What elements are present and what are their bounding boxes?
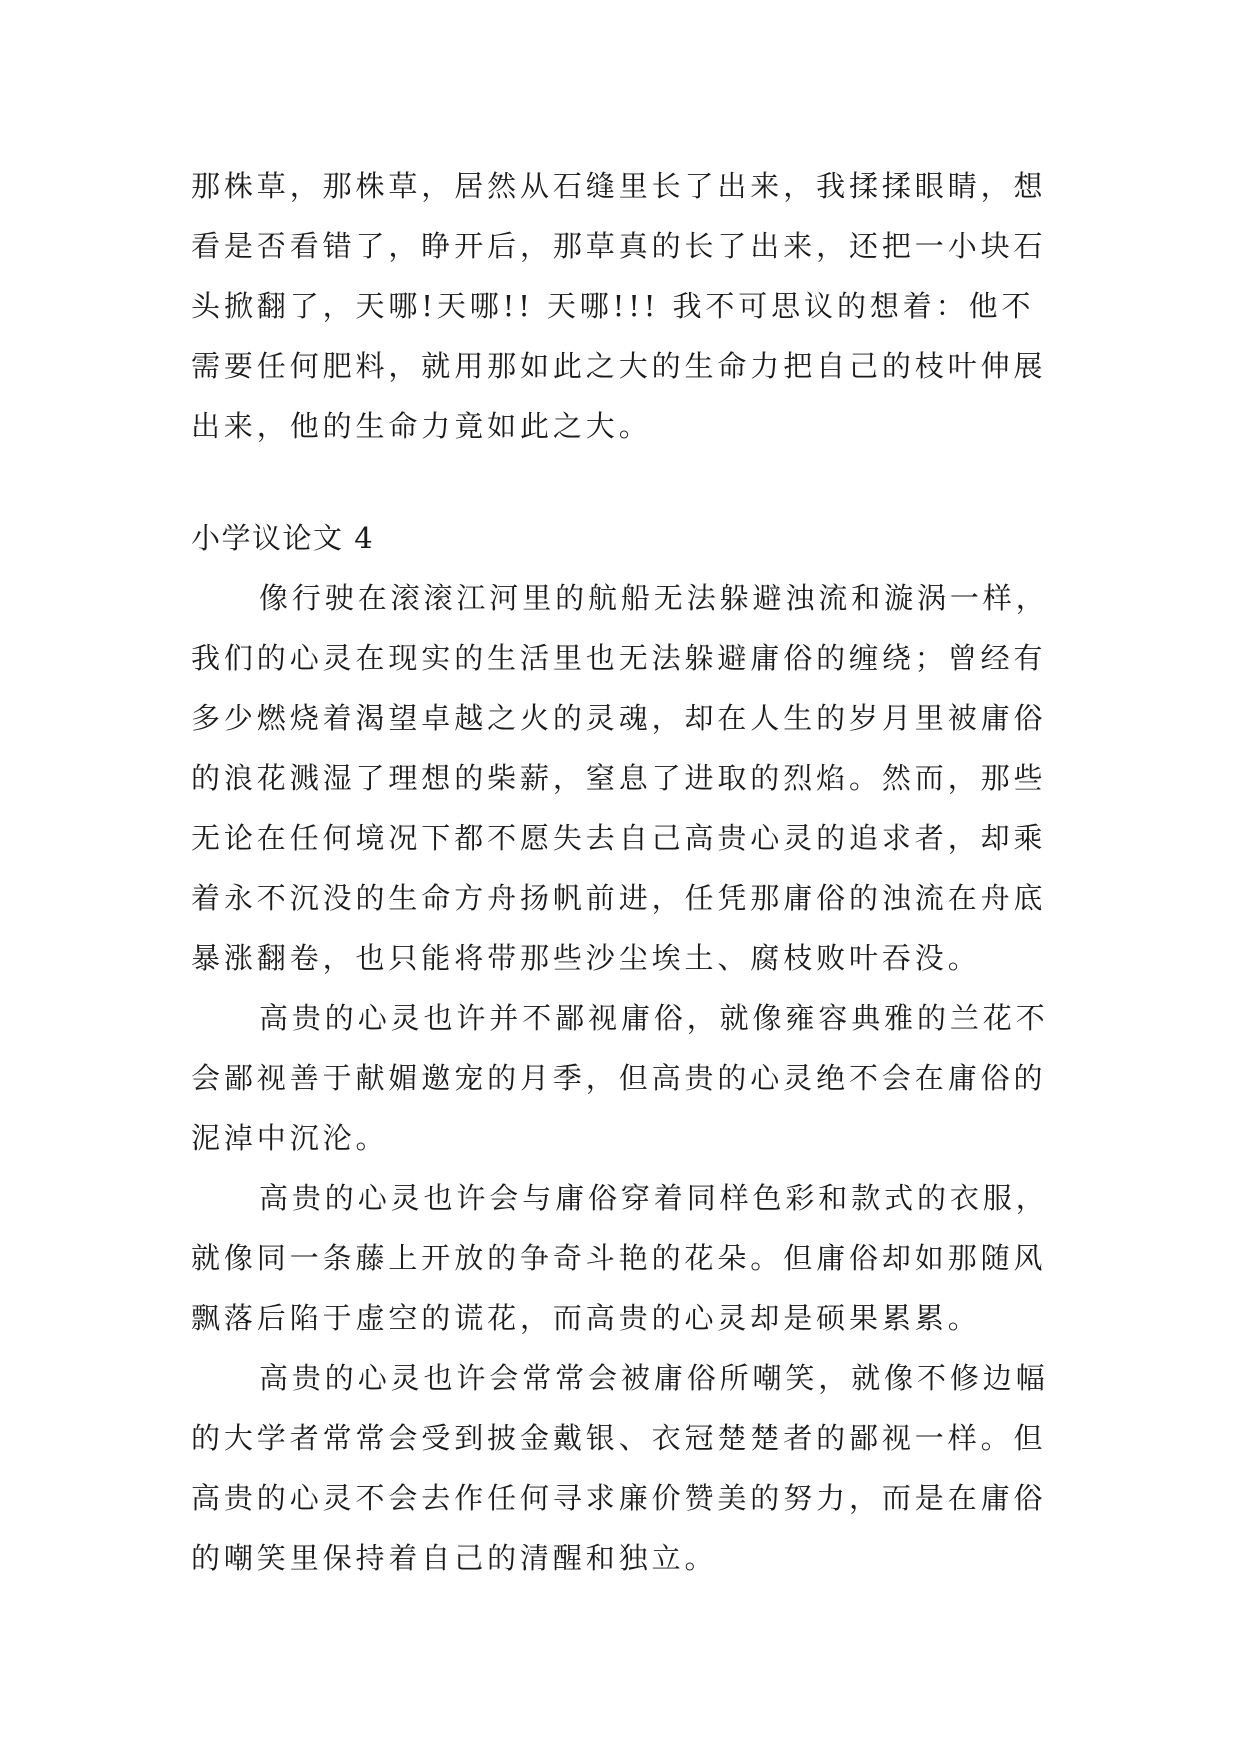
paragraph-2-line-7: 暴涨翻卷，也只能将带那些沙尘埃土、腐枝败叶吞没。 xyxy=(191,941,981,975)
paragraph-3-line-1: 高贵的心灵也许并不鄙视庸俗，就像雍容典雅的兰花不 xyxy=(259,1001,1049,1035)
paragraph-5-line-3: 高贵的心灵不会去作任何寻求廉价赞美的努力，而是在庸俗 xyxy=(191,1481,1047,1515)
section-heading: 小学议论文 4 xyxy=(191,521,375,555)
paragraph-5-line-1: 高贵的心灵也许会常常会被庸俗所嘲笑，就像不修边幅 xyxy=(259,1361,1049,1395)
paragraph-2-line-3: 多少燃烧着渴望卓越之火的灵魂，却在人生的岁月里被庸俗 xyxy=(191,701,1047,735)
paragraph-2-line-6: 着永不沉没的生命方舟扬帆前进，任凭那庸俗的浊流在舟底 xyxy=(191,881,1047,915)
paragraph-4-line-2: 就像同一条藤上开放的争奇斗艳的花朵。但庸俗却如那随风 xyxy=(191,1241,1047,1275)
paragraph-2-line-2: 我们的心灵在现实的生活里也无法躲避庸俗的缠绕；曾经有 xyxy=(191,641,1047,675)
paragraph-1-line-5: 出来，他的生命力竟如此之大。 xyxy=(191,409,652,443)
paragraph-1-line-2: 看是否看错了，睁开后，那草真的长了出来，还把一小块石 xyxy=(191,229,1047,263)
paragraph-1-line-4: 需要任何肥料，就用那如此之大的生命力把自己的枝叶伸展 xyxy=(191,349,1047,383)
paragraph-4-line-1: 高贵的心灵也许会与庸俗穿着同样色彩和款式的衣服， xyxy=(259,1181,1049,1215)
paragraph-1-line-1: 那株草，那株草，居然从石缝里长了出来，我揉揉眼睛，想 xyxy=(191,169,1047,203)
paragraph-5-line-2: 的大学者常常会受到披金戴银、衣冠楚楚者的鄙视一样。但 xyxy=(191,1421,1047,1455)
paragraph-4-line-3: 飘落后陷于虚空的谎花，而高贵的心灵却是硕果累累。 xyxy=(191,1301,981,1335)
paragraph-3-line-3: 泥淖中沉沦。 xyxy=(191,1121,389,1155)
paragraph-1-line-3: 头掀翻了，天哪!天哪!! 天哪!!! 我不可思议的想着：他不 xyxy=(191,289,1035,323)
paragraph-2-line-5: 无论在任何境况下都不愿失去自己高贵心灵的追求者，却乘 xyxy=(191,821,1047,855)
paragraph-3-line-2: 会鄙视善于献媚邀宠的月季，但高贵的心灵绝不会在庸俗的 xyxy=(191,1061,1047,1095)
paragraph-2-line-4: 的浪花溅湿了理想的柴薪，窒息了进取的烈焰。然而，那些 xyxy=(191,761,1047,795)
paragraph-5-line-4: 的嘲笑里保持着自己的清醒和独立。 xyxy=(191,1541,718,1575)
paragraph-2-line-1: 像行驶在滚滚江河里的航船无法躲避浊流和漩涡一样， xyxy=(259,581,1049,615)
